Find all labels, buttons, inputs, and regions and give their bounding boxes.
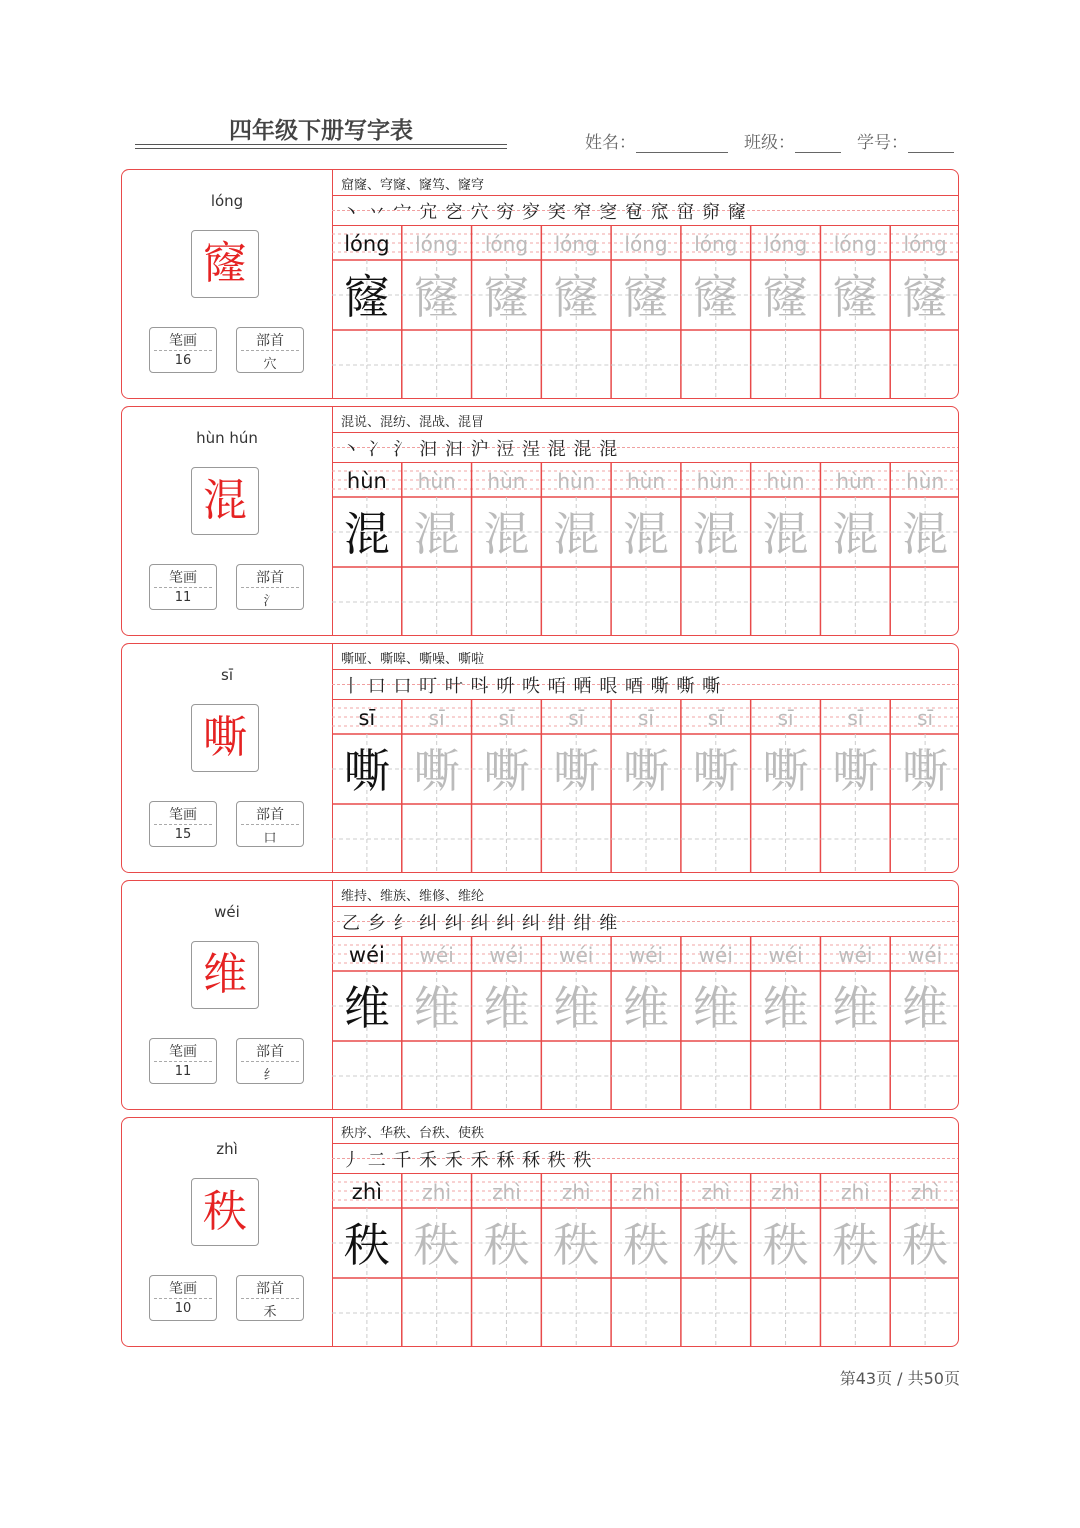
character-trace: 混 [623, 507, 669, 561]
radical-box [236, 564, 304, 610]
stroke-count-box [149, 327, 217, 373]
character-box [191, 230, 259, 298]
stroke-order-row [332, 196, 959, 226]
radical-value: 氵 [263, 594, 277, 609]
radical-label: 部首 [256, 1281, 284, 1297]
pinyin-trace: lóng [624, 232, 668, 256]
radical-label: 部首 [256, 570, 284, 586]
radical-box [236, 801, 304, 847]
radical-value: 纟 [263, 1068, 277, 1083]
character-trace: 窿 [762, 270, 809, 324]
featured-character: 嘶 [203, 712, 247, 763]
character-trace: 维 [483, 981, 530, 1035]
character-trace: 窿 [413, 270, 460, 324]
character-trace: 混 [902, 507, 949, 561]
practice-panel [332, 644, 959, 872]
character-box [191, 467, 259, 535]
pinyin-trace: zhì [492, 1180, 521, 1204]
pinyin-trace: hùn [696, 469, 735, 493]
title-underline [135, 144, 507, 145]
pinyin-trace: hùn [487, 469, 526, 493]
character-trace: 维 [832, 981, 879, 1035]
page-title: 四年级下册写字表 [229, 118, 413, 144]
name-label: 姓名： [585, 133, 636, 153]
title-underline-double [135, 148, 507, 149]
class-field[interactable] [744, 128, 841, 153]
page-number: 第43页 / 共50页 [839, 1369, 960, 1388]
pinyin-trace: zhì [840, 1180, 870, 1204]
pinyin-trace: sī [847, 706, 864, 730]
pinyin-trace: hùn [626, 469, 666, 493]
character-trace: 嘶 [692, 744, 739, 798]
radical-label: 部首 [256, 807, 284, 823]
character-trace: 嘶 [623, 744, 669, 798]
character-pinyin: hùn hún [196, 429, 258, 447]
stroke-count-label: 笔画 [169, 333, 197, 349]
character-info-panel [122, 881, 333, 1109]
stroke-count-label: 笔画 [169, 807, 197, 823]
radical-label: 部首 [256, 1044, 284, 1060]
character-trace: 嘶 [762, 744, 809, 798]
pinyin-trace: wéi [768, 943, 803, 967]
character-trace: 嘶 [832, 744, 879, 798]
character-trace: 窿 [692, 270, 739, 324]
stroke-order-row [332, 1144, 959, 1174]
radical-box [236, 327, 304, 373]
pinyin-trace: hùn [836, 469, 875, 493]
character-trace: 秩 [692, 1218, 739, 1272]
pinyin-trace: hùn [417, 469, 456, 493]
stroke-count-box [149, 1275, 217, 1321]
pinyin-trace: wéi [419, 943, 454, 967]
pinyin-model: zhì [351, 1180, 382, 1204]
pinyin-model: wéi [348, 943, 385, 967]
practice-panel [332, 407, 959, 635]
character-model: 维 [343, 981, 390, 1035]
name-field[interactable] [585, 128, 728, 153]
word-examples [332, 407, 959, 433]
character-trace: 混 [413, 507, 460, 561]
character-info-panel [122, 644, 333, 872]
stroke-count-value: 10 [174, 1301, 192, 1316]
character-trace: 秩 [623, 1218, 669, 1272]
word-examples [332, 1118, 959, 1144]
featured-character: 维 [203, 949, 247, 1000]
character-model: 混 [343, 507, 390, 561]
stroke-count-label: 笔画 [169, 1281, 197, 1297]
featured-character: 窿 [203, 238, 247, 289]
word-examples-text: 维持、维族、维修、维纶 [341, 889, 485, 904]
word-examples [332, 881, 959, 907]
character-trace: 窿 [902, 270, 949, 324]
character-model: 嘶 [343, 744, 390, 798]
stroke-count-value: 15 [174, 827, 192, 842]
featured-character: 秩 [203, 1186, 247, 1237]
stroke-sequence: 丿 二 千 禾 禾 禾 秝 秝 秩 秩 [342, 1150, 593, 1171]
stroke-order-row [332, 433, 959, 463]
character-trace: 秩 [902, 1218, 949, 1272]
pinyin-trace: lóng [763, 232, 808, 256]
character-trace: 混 [762, 507, 809, 561]
character-trace: 混 [483, 507, 530, 561]
character-card [121, 880, 959, 1110]
id-blank[interactable] [908, 134, 954, 153]
practice-grid[interactable] [332, 463, 959, 636]
pinyin-trace: zhì [561, 1180, 591, 1204]
pinyin-trace: lóng [903, 232, 947, 256]
stroke-count-box [149, 801, 217, 847]
radical-value: 口 [263, 831, 277, 846]
character-box [191, 1178, 259, 1246]
pinyin-trace: zhì [910, 1180, 940, 1204]
character-pinyin: zhì [216, 1140, 238, 1158]
pinyin-trace: sī [498, 706, 515, 730]
character-box [191, 704, 259, 772]
practice-panel [332, 170, 959, 398]
character-pinyin: lóng [210, 192, 244, 210]
pinyin-model: sī [358, 706, 376, 730]
character-trace: 嘶 [483, 744, 530, 798]
character-trace: 维 [902, 981, 949, 1035]
character-card [121, 406, 959, 636]
pinyin-trace: sī [707, 706, 724, 730]
stroke-count-box [149, 1038, 217, 1084]
stroke-count-box [149, 564, 217, 610]
character-model: 秩 [343, 1218, 390, 1272]
pinyin-trace: lóng [415, 232, 459, 256]
character-info-panel [122, 1118, 333, 1346]
character-trace: 维 [623, 981, 669, 1035]
pinyin-trace: wéi [908, 943, 943, 967]
character-info-panel [122, 407, 333, 635]
character-trace: 窿 [553, 270, 600, 324]
character-card [121, 169, 959, 399]
word-examples-text: 秩序、华秩、台秩、使秩 [341, 1126, 485, 1141]
name-blank[interactable] [636, 134, 728, 153]
pinyin-trace: zhì [631, 1180, 661, 1204]
stroke-count-label: 笔画 [169, 570, 197, 586]
character-trace: 窿 [623, 270, 669, 324]
practice-grid[interactable] [332, 700, 959, 873]
character-card [121, 643, 959, 873]
pinyin-trace: sī [428, 706, 445, 730]
character-trace: 嘶 [413, 744, 460, 798]
stroke-sequence: 丶 丷 宀 宂 穵 穴 穷 穸 穾 窄 窆 窇 窊 窋 窌 窿 [342, 202, 747, 223]
pinyin-trace: zhì [422, 1180, 452, 1204]
pinyin-trace: sī [917, 706, 934, 730]
pinyin-trace: wéi [628, 943, 664, 967]
pinyin-model: hùn [346, 469, 387, 493]
pinyin-trace: wéi [838, 943, 873, 967]
word-examples-text: 混说、混纺、混战、混冒 [341, 415, 485, 430]
pinyin-trace: sī [638, 706, 654, 730]
practice-grid[interactable] [332, 1174, 959, 1347]
character-trace: 维 [762, 981, 809, 1035]
pinyin-trace: sī [777, 706, 794, 730]
pinyin-trace: hùn [766, 469, 805, 493]
word-examples-text: 窟窿、穹窿、窿笃、窿穹 [341, 178, 485, 193]
class-label: 班级： [744, 133, 795, 153]
pinyin-model: lóng [344, 232, 390, 256]
word-examples-text: 嘶哑、嘶嗥、嘶噪、嘶啦 [341, 652, 485, 667]
radical-label: 部首 [256, 333, 284, 349]
pinyin-trace: hùn [906, 469, 945, 493]
stroke-sequence: 丶 冫 氵 汩 汩 沪 浢 浧 混 混 混 [342, 439, 619, 460]
pinyin-trace: sī [568, 706, 585, 730]
stroke-order-row [332, 670, 959, 700]
pinyin-trace: wéi [559, 943, 594, 967]
character-model: 窿 [343, 270, 390, 324]
character-trace: 秩 [553, 1218, 600, 1272]
character-trace: 维 [553, 981, 600, 1035]
pinyin-trace: lóng [554, 232, 598, 256]
character-trace: 混 [832, 507, 879, 561]
id-label: 学号： [857, 133, 908, 153]
practice-panel [332, 881, 959, 1109]
pinyin-trace: hùn [557, 469, 596, 493]
radical-box [236, 1275, 304, 1321]
pinyin-trace: wéi [489, 943, 524, 967]
character-info-panel [122, 170, 333, 398]
pinyin-trace: zhì [771, 1180, 800, 1204]
radical-value: 穴 [263, 357, 277, 372]
character-pinyin: sī [221, 666, 233, 684]
word-examples [332, 170, 959, 196]
character-trace: 混 [553, 507, 600, 561]
radical-value: 禾 [263, 1305, 277, 1320]
character-trace: 秩 [483, 1218, 530, 1272]
stroke-count-value: 16 [174, 353, 192, 368]
character-trace: 嘶 [902, 744, 949, 798]
pinyin-trace: lóng [484, 232, 529, 256]
character-trace: 混 [692, 507, 739, 561]
id-field[interactable] [857, 128, 954, 153]
character-trace: 秩 [762, 1218, 809, 1272]
character-trace: 秩 [832, 1218, 879, 1272]
stroke-count-value: 11 [174, 590, 192, 605]
character-trace: 窿 [483, 270, 530, 324]
character-trace: 维 [692, 981, 739, 1035]
character-box [191, 941, 259, 1009]
character-pinyin: wéi [214, 903, 240, 921]
word-examples [332, 644, 959, 670]
character-trace: 秩 [413, 1218, 460, 1272]
pinyin-trace: lóng [694, 232, 738, 256]
stroke-sequence: 丨 口 口 叮 叶 呌 呏 呹 咟 哂 哏 唒 嘶 嘶 嘶 [342, 676, 722, 697]
radical-box [236, 1038, 304, 1084]
practice-grid[interactable] [332, 226, 959, 399]
character-trace: 窿 [832, 270, 879, 324]
featured-character: 混 [203, 475, 247, 526]
stroke-order-row [332, 907, 959, 937]
pinyin-trace: zhì [701, 1180, 731, 1204]
stroke-count-value: 11 [174, 1064, 192, 1079]
stroke-sequence: 乙 乡 纟 纠 纠 纠 纠 纠 绀 绀 维 [342, 913, 619, 934]
pinyin-trace: lóng [833, 232, 877, 256]
character-trace: 维 [413, 981, 460, 1035]
class-blank[interactable] [795, 134, 841, 153]
character-card [121, 1117, 959, 1347]
character-trace: 嘶 [553, 744, 600, 798]
practice-grid[interactable] [332, 937, 959, 1110]
worksheet-header [0, 0, 1080, 160]
stroke-count-label: 笔画 [169, 1044, 197, 1060]
practice-panel [332, 1118, 959, 1346]
pinyin-trace: wéi [698, 943, 733, 967]
